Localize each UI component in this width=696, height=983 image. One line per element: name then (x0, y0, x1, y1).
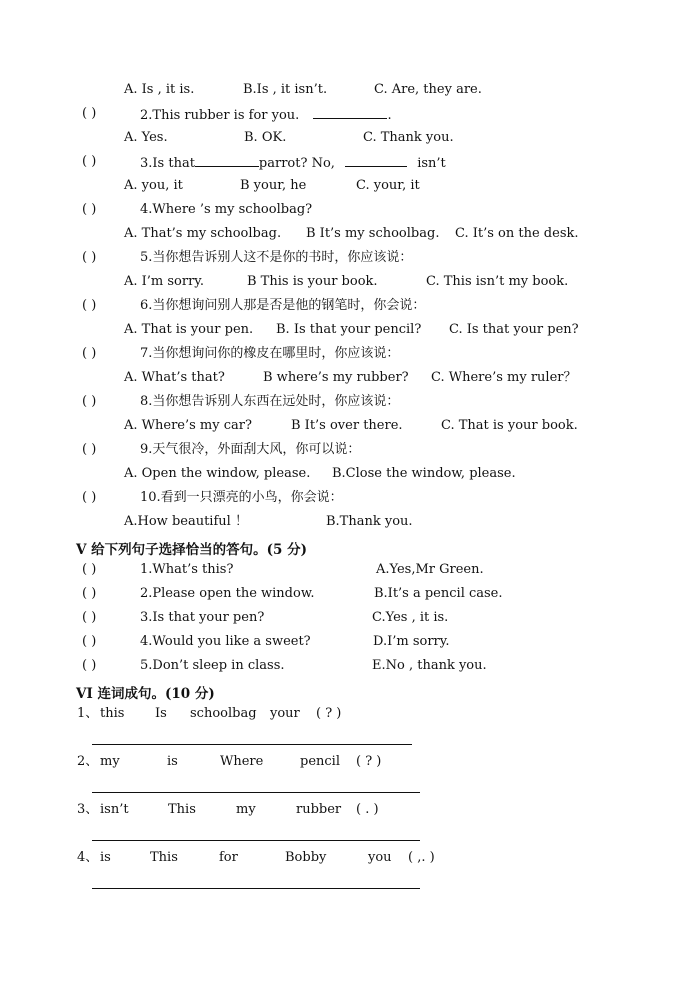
word: you (368, 850, 392, 865)
word: is (167, 754, 178, 769)
question-6: 6.当你想询问别人那是否是他的钢笔时，你会说： (140, 298, 426, 313)
q9-option-b: B.Close the window, please. (332, 466, 516, 481)
fill-blank[interactable] (313, 106, 387, 119)
word: schoolbag (190, 706, 257, 721)
section-5-answer: B.It’s a pencil case. (374, 586, 503, 601)
sentence-number: 3、 (77, 802, 99, 817)
answer-paren[interactable]: ( ) (82, 490, 97, 505)
q3-option-b: B your, he (240, 178, 307, 193)
q1-option-a: A. Is , it is. (124, 82, 195, 97)
q10-option-a: A.How beautiful ！ (124, 514, 248, 529)
word: This (150, 850, 178, 865)
word: pencil (300, 754, 340, 769)
q7-option-a: A. What’s that? (124, 370, 225, 385)
q4-option-a: A. That’s my schoolbag. (124, 226, 282, 241)
q8-option-c: C. That is your book. (441, 418, 578, 433)
question-3-part3: isn’t (417, 156, 446, 171)
fill-blank[interactable] (195, 154, 259, 167)
q3-option-a: A. you, it (124, 178, 183, 193)
section-5-question: 5.Don’t sleep in class. (140, 658, 285, 673)
punctuation-hint: ( ? ) (316, 706, 342, 721)
question-8: 8.当你想告诉别人东西在远处时，你应该说： (140, 394, 400, 409)
word: this (100, 706, 125, 721)
question-2-text: 2.This rubber is for you. (140, 108, 300, 123)
word: my (236, 802, 256, 817)
question-7: 7.当你想询问你的橡皮在哪里时，你应该说： (140, 346, 400, 361)
answer-paren[interactable]: ( ) (82, 154, 97, 169)
section-5-title: V 给下列句子选择恰当的答句。(5 分) (76, 542, 308, 558)
sentence-number: 4、 (77, 850, 99, 865)
q5-option-a: A. I’m sorry. (124, 274, 205, 289)
answer-paren[interactable]: ( ) (82, 250, 97, 265)
answer-paren[interactable]: ( ) (82, 346, 97, 361)
word: This (168, 802, 196, 817)
q10-option-b: B.Thank you. (326, 514, 413, 529)
answer-line[interactable] (92, 744, 412, 745)
q7-option-b: B where’s my rubber? (263, 370, 409, 385)
q5-option-b: B This is your book. (247, 274, 378, 289)
q4-option-c: C. It’s on the desk. (455, 226, 579, 241)
sentence-number: 1、 (77, 706, 99, 721)
answer-paren[interactable]: ( ) (82, 658, 97, 673)
answer-paren[interactable]: ( ) (82, 298, 97, 313)
word: isn’t (100, 802, 129, 817)
answer-paren[interactable]: ( ) (82, 586, 97, 601)
word: rubber (296, 802, 342, 817)
question-3-part1: 3.Is that (140, 156, 195, 171)
q9-option-a: A. Open the window, please. (124, 466, 311, 481)
word: my (100, 754, 120, 769)
word: Is (155, 706, 167, 721)
answer-paren[interactable]: ( ) (82, 634, 97, 649)
question-3 (140, 154, 446, 172)
q3-option-c: C. your, it (356, 178, 420, 193)
word: is (100, 850, 111, 865)
q1-option-b: B.Is , it isn’t. (243, 82, 328, 97)
section-5-answer: C.Yes , it is. (372, 610, 449, 625)
answer-line[interactable] (92, 888, 420, 889)
punctuation-hint: ( . ) (356, 802, 379, 817)
q8-option-b: B It’s over there. (291, 418, 403, 433)
section-5-question: 3.Is that your pen? (140, 610, 265, 625)
q4-option-b: B It’s my schoolbag. (306, 226, 440, 241)
q6-option-a: A. That is your pen. (124, 322, 254, 337)
section-5-question: 4.Would you like a sweet? (140, 634, 311, 649)
answer-paren[interactable]: ( ) (82, 562, 97, 577)
section-5-answer: D.I’m sorry. (373, 634, 450, 649)
q7-option-c: C. Where’s my ruler？ (431, 370, 577, 385)
punctuation-hint: ( ,. ) (408, 850, 435, 865)
question-9: 9.天气很冷，外面刮大风，你可以说： (140, 442, 361, 457)
question-4: 4.Where ’s my schoolbag? (140, 202, 313, 217)
answer-paren[interactable]: ( ) (82, 394, 97, 409)
answer-paren[interactable]: ( ) (82, 202, 97, 217)
question-2: 2.This rubber is for you. . (140, 108, 392, 123)
question-5: 5.当你想告诉别人这不是你的书时，你应该说： (140, 250, 413, 265)
answer-line[interactable] (92, 792, 420, 793)
section-5-question: 2.Please open the window. (140, 586, 315, 601)
q1-option-c: C. Are, they are. (374, 82, 482, 97)
section-5-answer: A.Yes,Mr Green. (376, 562, 484, 577)
question-10: 10.看到一只漂亮的小鸟，你会说： (140, 490, 343, 505)
q6-option-b: B. Is that your pencil? (276, 322, 422, 337)
answer-paren[interactable]: ( ) (82, 610, 97, 625)
sentence-number: 2、 (77, 754, 99, 769)
answer-paren[interactable]: ( ) (82, 442, 97, 457)
section-6-title: VI 连词成句。(10 分) (76, 686, 215, 702)
section-5-answer: E.No , thank you. (372, 658, 487, 673)
section-5-question: 1.What’s this? (140, 562, 234, 577)
word: for (219, 850, 238, 865)
q2-option-c: C. Thank you. (363, 130, 454, 145)
q2-option-b: B. OK. (244, 130, 287, 145)
answer-line[interactable] (92, 840, 420, 841)
q2-option-a: A. Yes. (124, 130, 168, 145)
q6-option-c: C. Is that your pen? (449, 322, 579, 337)
word: Bobby (285, 850, 327, 865)
word: your (270, 706, 300, 721)
q5-option-c: C. This isn’t my book. (426, 274, 569, 289)
question-3-part2: parrot? No, (258, 156, 335, 171)
q8-option-a: A. Where’s my car? (124, 418, 252, 433)
answer-paren[interactable]: ( ) (82, 106, 97, 121)
fill-blank[interactable] (345, 154, 407, 167)
punctuation-hint: ( ? ) (356, 754, 382, 769)
word: Where (220, 754, 264, 769)
